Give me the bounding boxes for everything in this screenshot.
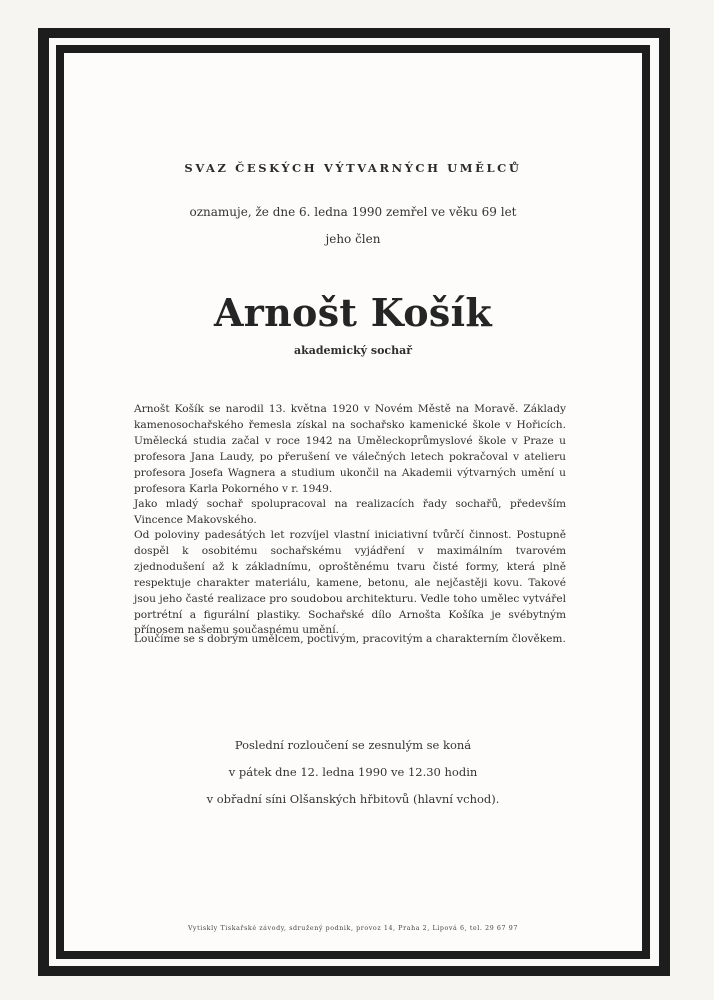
farewell-text: Loučíme se s dobrým umělcem, poctivým, pracovitým a charakterním člověkem. — [134, 633, 566, 645]
union-heading: SVAZ ČESKÝCH VÝTVARNÝCH UMĚLCŮ — [184, 161, 522, 175]
deceased-name: Arnošt Košík — [214, 290, 492, 335]
deceased-profession: akademický sochař — [293, 344, 413, 357]
death-announcement: oznamuje, že dne 6. ledna 1990 zemřel ve věku 69 let — [189, 205, 517, 219]
biography-text-1: Arnošt Košík se narodil 13. května 1920 v Novém Městě na Moravě. Základy kamenosochařského řemesla získal na sochařsko kamenické škole v Hořicích. Umělecká studia začal v roce 1942 na Uměleckoprůmyslové škole v Praze u profesora Jana Laudy, po přerušení ve válečných letech pokračoval v atelieru profesora Josefa Wagnera a studium ukončil na Akademii výtvarných umění u profesora Karla Pokorného v r. 1949. — [134, 403, 566, 495]
funeral-date-time: v pátek dne 12. ledna 1990 ve 12.30 hodin — [228, 765, 478, 779]
farewell-paragraph — [134, 632, 566, 648]
biography-paragraph-work — [134, 528, 566, 639]
funeral-intro: Poslední rozloučení se zesnulým se koná — [234, 738, 472, 752]
biography-text-3: Od poloviny padesátých let rozvíjel vlastní iniciativní tvůrčí činnost. Postupně dospěl k osobitému sochařskému vyjádření v maximálním tvarovém zjednodušení až k základnímu, oproštěnému tvaru čisté formy, která plně respektuje charakter materiálu, kamene, betonu, ale nejčastěji kovu. Takové jsou jeho časté realizace pro soudobou architekturu. Vedle toho umělec vytvářel portrétní a figurální plastiky. Sochařské dílo Arnošta Košíka je svébytným přínosem našemu současnému umění. — [134, 529, 566, 637]
printer-imprint: Vytiskly Tiskařské závody, sdružený podnik, provoz 14, Praha 2, Lipová 6, tel. 29 67 97 — [188, 925, 518, 932]
member-label: jeho člen — [325, 232, 381, 246]
funeral-location: v obřadní síni Olšanských hřbitovů (hlavní vchod). — [206, 792, 500, 806]
biography-paragraph — [134, 402, 566, 529]
biography-text-2: Jako mladý sochař spolupracoval na realizacích řady sochařů, především Vincence Makovského. — [134, 498, 566, 527]
